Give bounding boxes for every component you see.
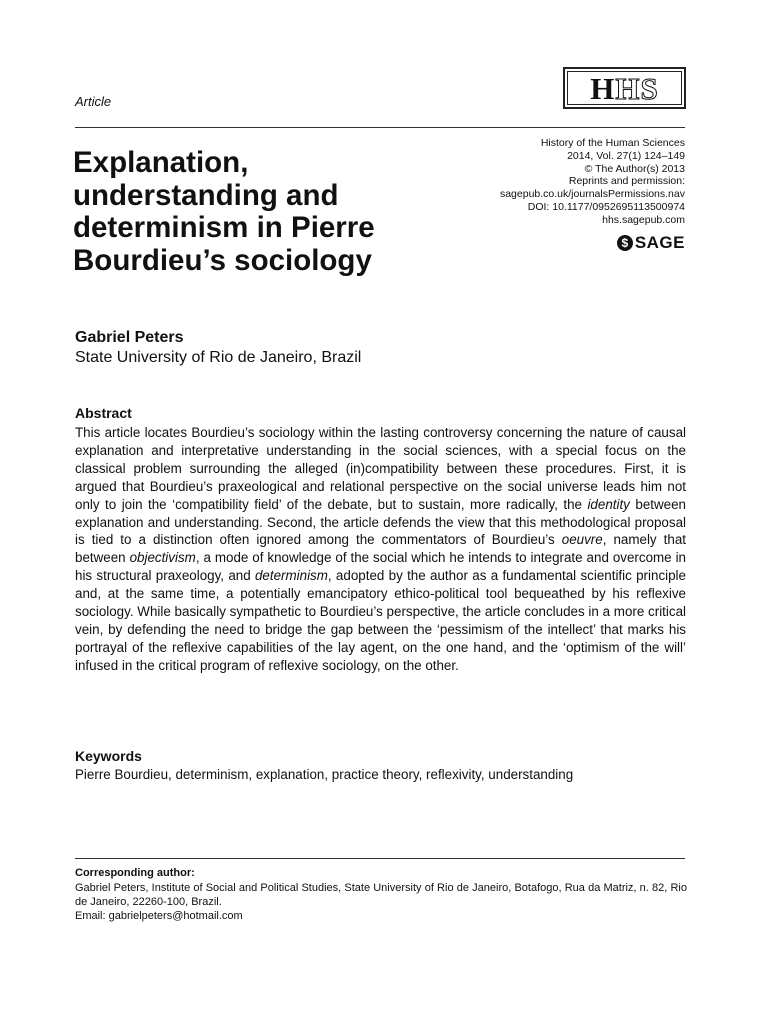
keywords-list: Pierre Bourdieu, determinism, explanation, practice theory, reflexivity, understanding (75, 767, 574, 782)
journal-name: History of the Human Sciences (540, 137, 685, 149)
abstract-text: , namely that between (75, 532, 686, 566)
author-name: Gabriel Peters (75, 329, 184, 346)
corresponding-author-heading: Corresponding author: (75, 867, 195, 879)
abstract-text: This article locates Bourdieu’s sociology within the lasting controversy concerning the nature of causal explanation and interpretative understanding in the social sciences, with a special focus on the classical problem surrounding the alleged (in)compatibility between these procedures. First, it is argued that Bourdieu’s praxeological and relational perspective on the social universe leads him not only to join the ‘compatibility field’ of the debate, but to sustain, more radically, the (75, 425, 686, 512)
abstract-text: between explanation and understanding. Second, the article defends the view that this methodological proposal is tied to a distinction often ignored among the commentators of Bourdieu’s (75, 496, 686, 548)
corresponding-author-details (75, 881, 687, 923)
logo-letters-outline: HS (615, 70, 659, 106)
journal-permissions-link[interactable]: sagepub.co.uk/journalsPermissions.nav (499, 188, 685, 201)
journal-info (425, 137, 685, 227)
article-title: Explanation, understanding and determinism in Pierre Bourdieu’s sociology (73, 146, 375, 277)
abstract-text: , adopted by the author as a fundamental scientific principle and, at the same time, a potentially emancipatory ethico-political tool bequeathed by his reflexive sociology. While basically sympathetic to Bourdieu’s perspective, the article concludes in a more critical vein, by defending the need to bridge the gap between the ‘pessimism of the intellect’ that marks his portrayal of the reflexive capabilities of the lay agent, on the one hand, and the ‘optimism of the will’ infused in the critical program of reflexive sociology, on the other. (75, 568, 686, 673)
abstract-body (75, 424, 686, 675)
journal-reprints: Reprints and permission: (568, 175, 685, 188)
header-divider (75, 127, 685, 128)
keywords-heading: Keywords (75, 748, 142, 764)
abstract-heading: Abstract (75, 405, 132, 421)
journal-logo-inner (567, 71, 682, 105)
abstract-emphasis-determinism: determinism (254, 568, 328, 584)
corresponding-address: Gabriel Peters, Institute of Social and Political Studies, State University of Rio de Janeiro, Botafogo, Rua da Matriz, n. 82, Rio de Janeiro, 22260-100, Brazil. (75, 882, 687, 908)
sage-logo (617, 233, 685, 253)
journal-copyright: © The Author(s) 2013 (584, 162, 685, 175)
journal-doi[interactable]: DOI: 10.1177/0952695113500974 (527, 200, 685, 213)
author-affiliation: State University of Rio de Janeiro, Brazil (75, 349, 362, 366)
corresponding-email[interactable]: Email: gabrielpeters@hotmail.com (75, 910, 243, 922)
footnote-divider (75, 858, 685, 859)
article-type-label: Article (75, 94, 112, 109)
logo-letter-solid: H (590, 70, 616, 106)
sage-icon: $ (617, 235, 633, 251)
journal-site-link[interactable]: hhs.sagepub.com (602, 213, 685, 226)
journal-citation: 2014, Vol. 27(1) 124–149 (567, 149, 685, 162)
abstract-emphasis-identity: identity (587, 496, 630, 512)
abstract-emphasis-objectivism: objectivism (129, 550, 196, 566)
journal-logo (563, 67, 686, 109)
abstract-emphasis-oeuvre: oeuvre (561, 532, 603, 548)
abstract-text: , a mode of knowledge of the social which he intends to integrate and overcome in his structural praxeology, and (75, 550, 686, 584)
sage-wordmark: SAGE (634, 233, 685, 252)
